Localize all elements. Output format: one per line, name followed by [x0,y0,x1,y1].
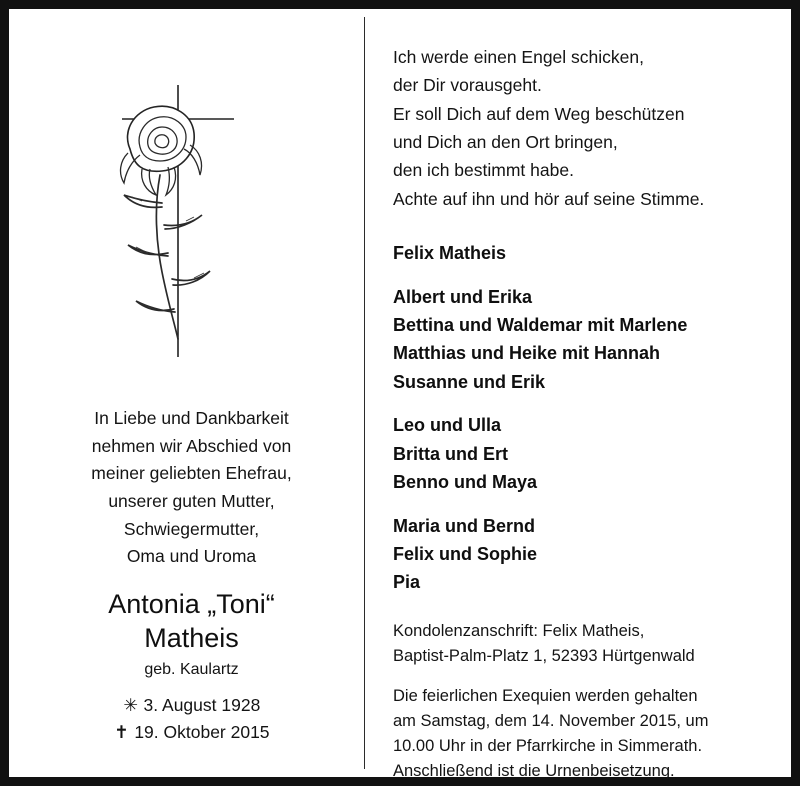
verse-line: Achte auf ihn und hör auf seine Stimme. [393,188,705,209]
service-line: Die feierlichen Exequien werden gehalten [393,687,698,706]
deceased-name [108,587,275,656]
service-line: Anschließend ist die Urnenbeisetzung. [393,761,675,780]
mourner-name: Britta und Ert [393,443,508,464]
verse-line: Er soll Dich auf dem Weg beschützen [393,103,685,124]
deceased-name-line: Matheis [144,623,239,654]
intro-line: unserer guten Mutter, [108,490,275,511]
condolence-line: Kondolenzanschrift: Felix Matheis, [393,621,645,640]
verse-line: und Dich an den Ort bringen, [393,132,618,153]
death-cross-icon: ✝ [114,722,129,743]
service-line: 10.00 Uhr in der Pfarrkirche in Simmerath. [393,736,703,755]
right-column [365,17,781,780]
intro-line: Oma und Uroma [126,546,257,567]
intro-line: meiner geliebten Ehefrau, [91,463,292,484]
obituary-inner [9,9,791,780]
verse-text [393,43,771,213]
birth-date-value: 3. August 1928 [143,694,261,715]
mourners-list [393,239,771,597]
condolence-line: Baptist-Palm-Platz 1, 52393 Hürtgenwald [393,646,695,665]
mourner-name: Felix Matheis [393,243,507,264]
intro-line: In Liebe und Dankbarkeit [94,408,289,428]
intro-line: Schwiegermutter, [123,518,260,539]
mourner-group [393,411,771,496]
mourner-name: Leo und Ulla [393,415,501,436]
mourner-group [393,283,771,397]
death-date-value: 19. Oktober 2015 [134,722,270,743]
mourner-name: Albert und Erika [393,286,533,307]
mourner-name: Matthias und Heike mit Hannah [393,343,661,364]
intro-line: nehmen wir Abschied von [91,435,292,456]
mourner-name: Benno und Maya [393,472,538,493]
mourner-name: Felix und Sophie [393,544,538,564]
mourner-name: Pia [393,572,421,593]
maiden-name: geb. Kaulartz [144,660,239,678]
mourner-group [393,512,771,597]
mourner-name: Bettina und Waldemar mit Marlene [393,314,688,335]
intro-text [91,405,291,571]
birth-date-line [113,692,269,719]
verse-line: der Dir vorausgeht. [393,75,542,96]
service-line: am Samstag, dem 14. November 2015, um [393,712,709,731]
mourner-name: Susanne und Erik [393,371,546,392]
service-details [393,684,771,783]
condolence-address [393,619,771,669]
left-column [19,17,364,769]
mourner-name: Maria und Bernd [393,515,536,536]
cross-with-rose-illustration [82,57,302,387]
verse-line: Ich werde einen Engel schicken, [393,47,644,67]
deceased-name-line: Antonia „Toni“ [108,588,275,619]
life-dates [113,692,269,746]
death-date-line [113,719,269,746]
verse-line: den ich bestimmt habe. [393,160,574,181]
birth-star-icon: ✳ [123,694,138,715]
mourner-group [393,239,771,267]
